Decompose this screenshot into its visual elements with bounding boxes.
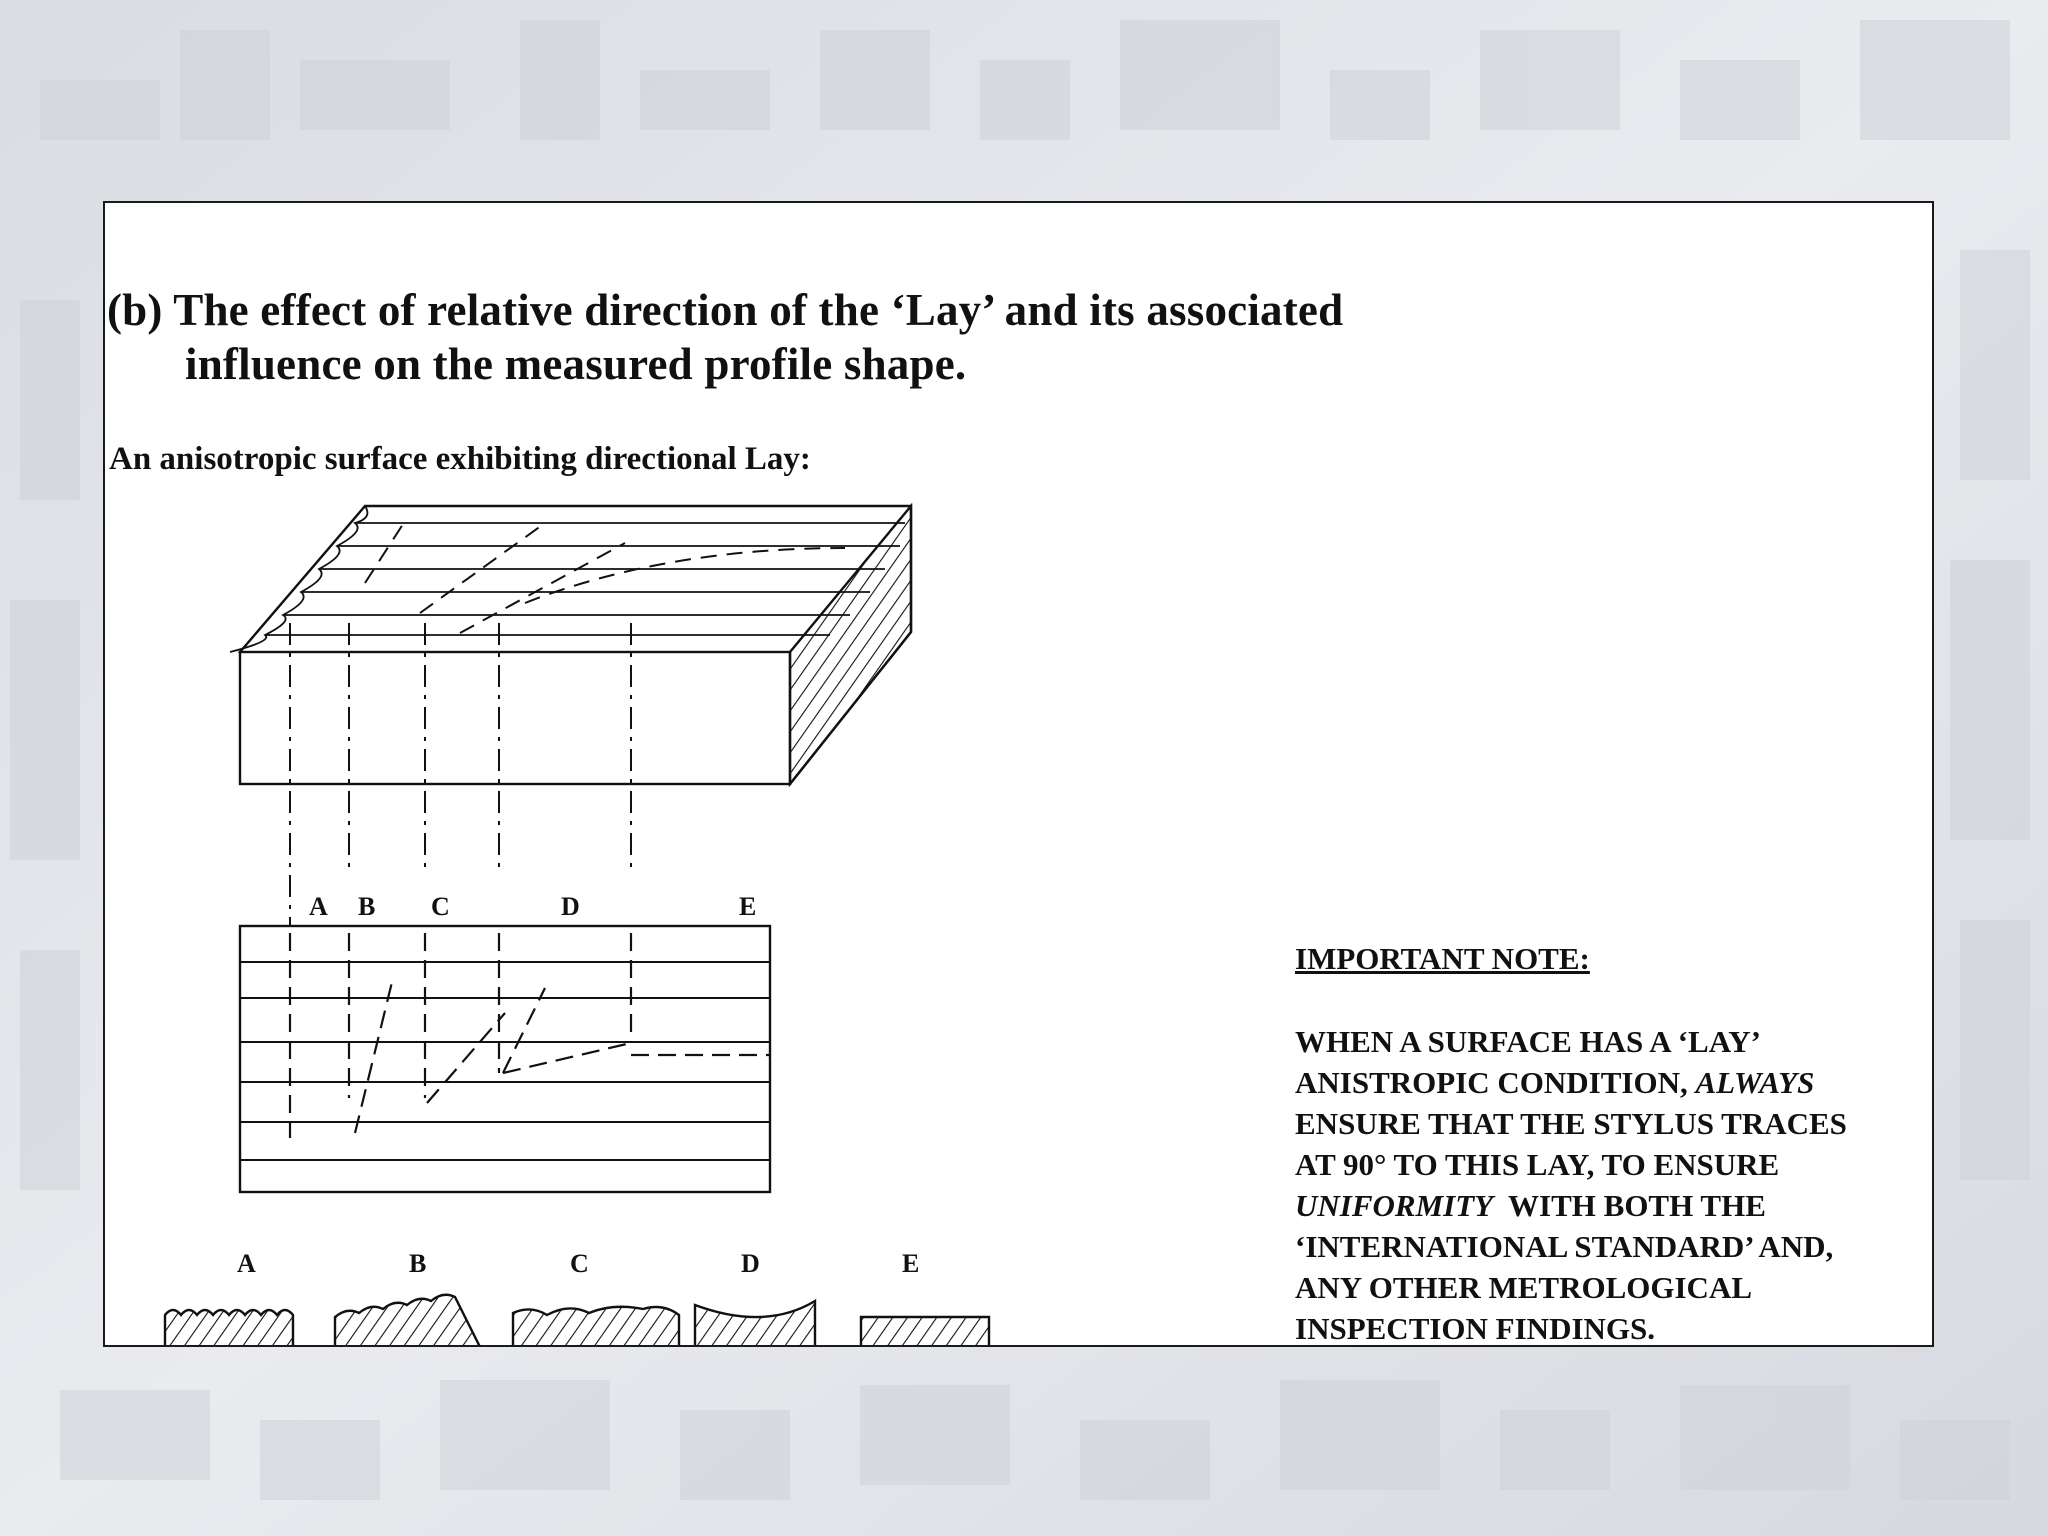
plan-labels <box>309 892 756 921</box>
note-line-6: ‘INTERNATIONAL STANDARD’ AND, <box>1295 1229 1834 1264</box>
note-line-7: ANY OTHER METROLOGICAL <box>1295 1270 1753 1305</box>
profile-e <box>861 1317 989 1347</box>
plan-label-e: E <box>739 892 757 921</box>
note-line-5b: WITH BOTH THE <box>1493 1188 1766 1223</box>
important-note <box>1295 938 1934 1347</box>
profile-label-a: A <box>237 1249 256 1278</box>
slide-title-line2: influence on the measured profile shape. <box>185 339 967 389</box>
plan-label-b: B <box>358 892 376 921</box>
note-line-2a: ANISTROPIC CONDITION, <box>1295 1065 1696 1100</box>
plan-label-a: A <box>309 892 328 921</box>
profile-a <box>165 1310 293 1347</box>
slide-subtitle: An anisotropic surface exhibiting directional Lay: <box>109 441 811 477</box>
note-line-5 <box>1295 1185 1934 1226</box>
slide-frame <box>103 201 1934 1347</box>
profile-b <box>335 1295 481 1347</box>
profile-label-b: B <box>409 1249 427 1278</box>
plan-label-c: C <box>431 892 450 921</box>
surface-block-3d <box>230 506 911 938</box>
note-line-1: WHEN A SURFACE HAS A ‘LAY’ <box>1295 1024 1761 1059</box>
plan-label-d: D <box>561 892 580 921</box>
note-line-8: INSPECTION FINDINGS. <box>1295 1311 1656 1346</box>
slide-title-line1: (b) The effect of relative direction of the ‘Lay’ and its associated <box>107 285 1344 335</box>
plan-view <box>240 926 770 1192</box>
profile-label-c: C <box>570 1249 589 1278</box>
note-line-4: AT 90° TO THIS LAY, TO ENSURE <box>1295 1147 1780 1182</box>
profile-shapes <box>165 1295 989 1347</box>
profile-labels <box>237 1249 919 1278</box>
note-line-2 <box>1295 1062 1934 1103</box>
profile-c <box>513 1307 679 1347</box>
note-line-3: ENSURE THAT THE STYLUS TRACES <box>1295 1106 1847 1141</box>
note-title: IMPORTANT NOTE: <box>1295 941 1590 976</box>
note-emphasis-always: ALWAYS <box>1695 1065 1815 1100</box>
profile-label-d: D <box>741 1249 760 1278</box>
note-emphasis-uniformity: UNIFORMITY <box>1295 1188 1494 1223</box>
profile-d <box>695 1301 815 1347</box>
profile-label-e: E <box>902 1249 920 1278</box>
